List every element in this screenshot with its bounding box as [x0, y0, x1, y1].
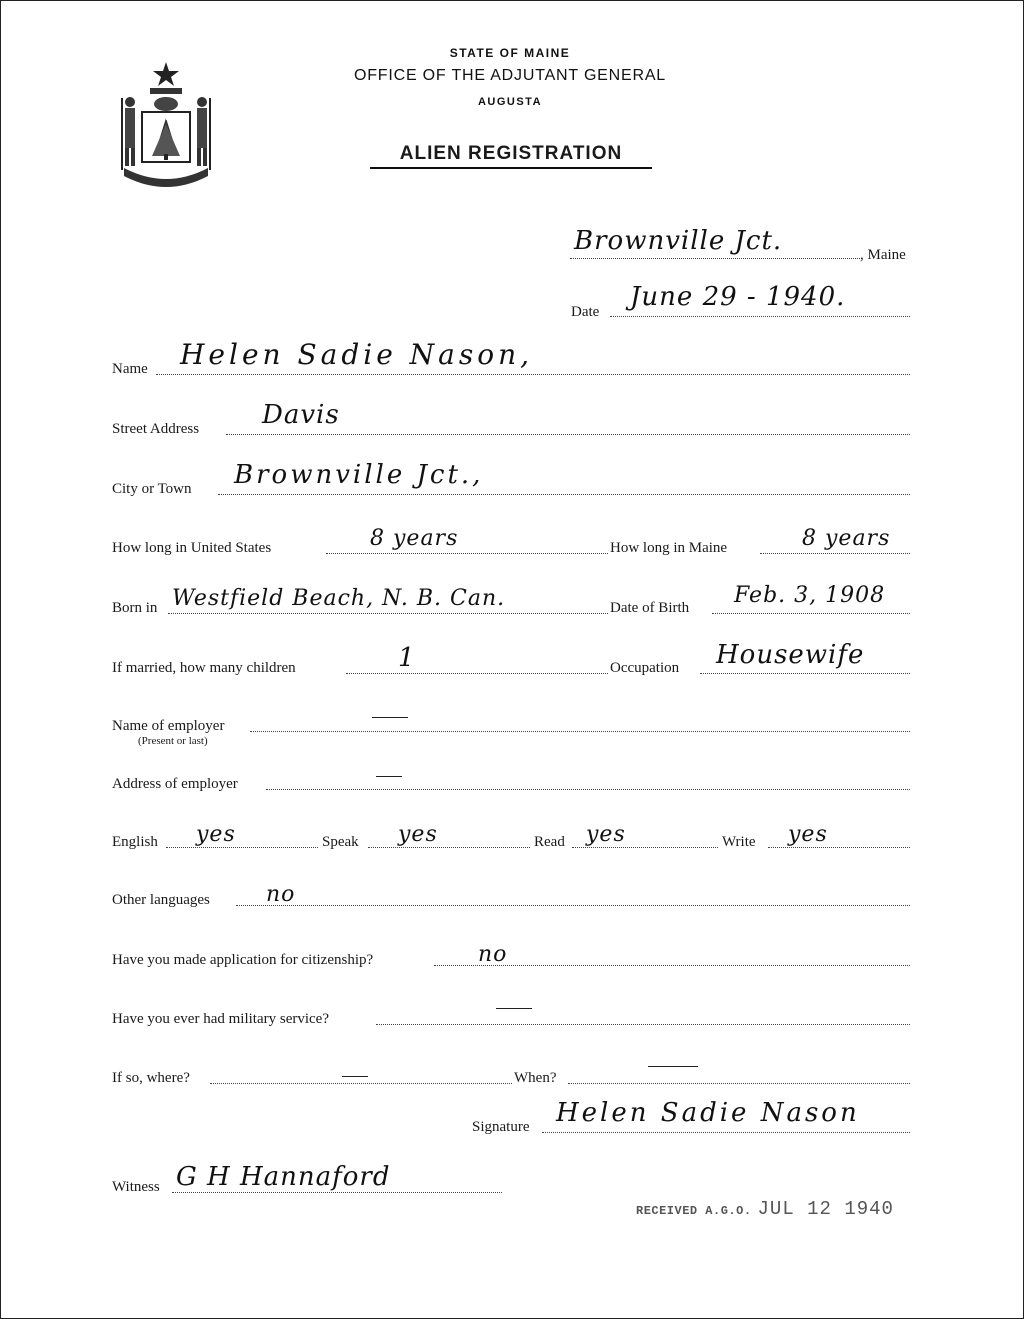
received-stamp: [636, 1198, 894, 1220]
where-label: If so, where?: [112, 1070, 190, 1086]
occupation-line: [700, 673, 910, 674]
read-value: yes: [586, 822, 626, 847]
dob-line: [712, 613, 910, 614]
citizenship-value: no: [478, 942, 508, 967]
citizenship-label: Have you made application for citizenship?: [112, 952, 374, 968]
occupation-value: Housewife: [716, 640, 865, 670]
children-line: [346, 673, 608, 674]
place-value: Brownville Jct.: [574, 226, 783, 256]
other-languages-label: Other languages: [112, 892, 210, 908]
when-line: [568, 1083, 910, 1084]
maine-years-value: 8 years: [802, 526, 891, 551]
header-state: STATE OF MAINE: [449, 46, 571, 60]
children-label: If married, how many children: [112, 660, 296, 676]
header-office: OFFICE OF THE ADJUTANT GENERAL: [353, 67, 667, 84]
received-stamp-date: JUL 12 1940: [757, 1198, 894, 1220]
write-label: Write: [722, 834, 756, 850]
header-city: AUGUSTA: [477, 96, 543, 108]
dob-value: Feb. 3, 1908: [734, 583, 886, 608]
employer-address-dash: [376, 776, 402, 777]
speak-line: [368, 847, 530, 848]
city-label: City or Town: [112, 481, 192, 497]
other-languages-line: [236, 905, 910, 906]
state-of-maine-seal-icon: [110, 58, 222, 188]
read-label: Read: [534, 834, 565, 850]
witness-line: [172, 1192, 502, 1193]
speak-label: Speak: [322, 834, 359, 850]
employer-label: Name of employer: [112, 718, 225, 734]
where-dash: [342, 1076, 368, 1077]
employer-line: [250, 731, 910, 732]
other-languages-value: no: [266, 882, 296, 907]
military-line: [376, 1024, 910, 1025]
name-line: [156, 374, 910, 375]
english-value: yes: [196, 822, 236, 847]
place-line: [570, 258, 860, 259]
date-label: Date: [571, 304, 600, 320]
signature-value: Helen Sadie Nason: [556, 1098, 860, 1128]
date-line: [610, 316, 910, 317]
occupation-label: Occupation: [610, 660, 680, 676]
signature-line: [542, 1132, 910, 1133]
employer-sublabel: (Present or last): [138, 735, 208, 747]
us-years-value: 8 years: [370, 526, 459, 551]
witness-value: G H Hannaford: [176, 1162, 391, 1192]
military-label: Have you ever had military service?: [112, 1011, 329, 1027]
children-value: 1: [398, 643, 416, 673]
date-value: June 29 - 1940.: [630, 282, 846, 312]
born-line: [168, 613, 608, 614]
employer-address-line: [266, 789, 910, 790]
employer-dash: [372, 717, 408, 718]
when-dash: [648, 1066, 698, 1067]
title-underline: [370, 167, 652, 169]
name-value: Helen Sadie Nason,: [180, 338, 534, 371]
speak-value: yes: [398, 822, 438, 847]
city-value: Brownville Jct.,: [234, 460, 484, 490]
employer-address-label: Address of employer: [112, 776, 238, 792]
name-label: Name: [112, 361, 148, 377]
where-line: [210, 1083, 512, 1084]
english-line: [166, 847, 318, 848]
us-years-label: How long in United States: [112, 540, 272, 556]
born-label: Born in: [112, 600, 158, 616]
received-stamp-label: RECEIVED A.G.O.: [636, 1204, 752, 1218]
street-line: [226, 434, 910, 435]
signature-label: Signature: [472, 1119, 530, 1135]
write-value: yes: [788, 822, 828, 847]
place-label: , Maine: [860, 247, 906, 263]
city-line: [218, 494, 910, 495]
seal-banner-text: MAINE: [146, 112, 180, 122]
witness-label: Witness: [112, 1179, 160, 1195]
dob-label: Date of Birth: [610, 600, 690, 616]
street-value: Davis: [262, 400, 340, 430]
write-line: [768, 847, 910, 848]
military-dash: [496, 1008, 532, 1009]
english-label: English: [112, 834, 158, 850]
when-label: When?: [514, 1070, 557, 1086]
us-years-line: [326, 553, 608, 554]
maine-years-line: [760, 553, 910, 554]
read-line: [572, 847, 718, 848]
born-value: Westfield Beach, N. B. Can.: [172, 586, 506, 611]
form-title: ALIEN REGISTRATION: [399, 143, 623, 164]
maine-years-label: How long in Maine: [610, 540, 728, 556]
street-label: Street Address: [112, 421, 200, 437]
